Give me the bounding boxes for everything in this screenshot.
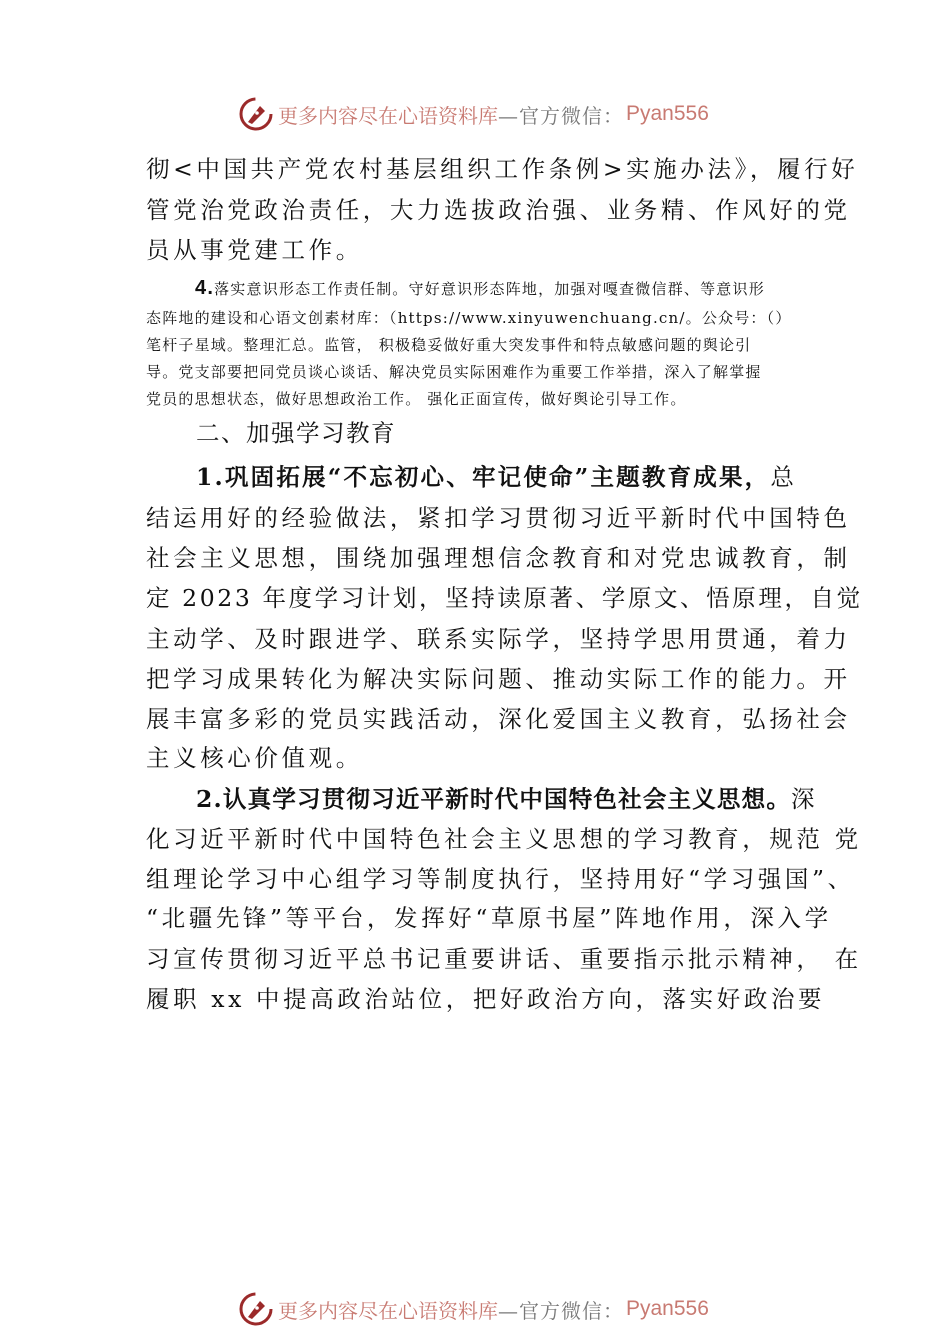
wechat-id: Pyan556	[626, 1297, 709, 1320]
paragraph-line: 定 2023 年度学习计划，坚持读原著、学原文、悟原理，自觉	[146, 584, 863, 612]
item4-line: 4.落实意识形态工作责任制。守好意识形态阵地，加强对嘎查微信群、等意识形	[195, 277, 765, 299]
paragraph-line: 化习近平新时代中国特色社会主义思想的学习教育，规范 党	[146, 825, 862, 853]
brand-text: 更多内容尽在心语资料库	[278, 103, 498, 128]
item4-line: 态阵地的建设和心语文创素材库：（https://www.xinyuwenchuang.cn/。公众号：（）	[146, 309, 792, 327]
paragraph-line: 主动学、及时跟进学、联系实际学，坚持学思用贯通，着力	[146, 625, 851, 653]
item4-line: 导。党支部要把同党员谈心谈话、解决党员实际困难作为重要工作举措，深入了解掌握	[146, 363, 762, 381]
paragraph-line: 组理论学习中心组学习等制度执行，坚持用好“学习强国”、	[146, 865, 855, 893]
wechat-label: —官方微信：	[498, 103, 624, 128]
brand-text: 更多内容尽在心语资料库	[278, 1298, 498, 1323]
paragraph-line: 主义核心价值观。	[146, 744, 363, 772]
paragraph-line: 结运用好的经验做法，紧扣学习贯彻习近平新时代中国特色	[146, 504, 851, 532]
paragraph-line: 把学习成果转化为解决实际问题、推动实际工作的能力。开	[146, 665, 851, 693]
paragraph-line: 展丰富多彩的党员实践活动，深化爱国主义教育，弘扬社会	[146, 705, 851, 733]
paragraph-line: 管党治党政治责任，大力选拔政治强、业务精、作风好的党	[146, 196, 851, 224]
paragraph-line: 履职 xx 中提高政治站位，把好政治方向，落实好政治要	[146, 985, 826, 1013]
item2-title-line: 2.认真学习贯彻习近平新时代中国特色社会主义思想。深	[196, 785, 816, 813]
item1-title-line: 1.巩固拓展“不忘初心、牢记使命”主题教育成果，总	[196, 463, 797, 491]
item2-title: 2.认真学习贯彻习近平新时代中国特色社会主义思想。	[196, 785, 792, 813]
paragraph-line: 习宣传贯彻习近平总书记重要讲话、重要指示批示精神， 在	[146, 945, 862, 973]
paragraph-line: 彻<中国共产党农村基层组织工作条例>实施办法》，履行好	[146, 155, 859, 183]
paragraph-line: 员从事党建工作。	[146, 236, 363, 264]
footer-banner	[238, 1289, 709, 1329]
section-heading: 二、加强学习教育	[196, 419, 396, 447]
wechat-label: —官方微信：	[498, 1298, 624, 1323]
item1-title: 1.巩固拓展“不忘初心、牢记使命”主题教育成果，	[196, 463, 771, 491]
item4-line: 党员的思想状态，做好思想政治工作。 强化正面宣传，做好舆论引导工作。	[146, 390, 687, 408]
wechat-id: Pyan556	[626, 102, 709, 125]
pen-nib-logo-icon	[238, 96, 274, 132]
header-banner	[238, 94, 709, 134]
item4-line: 笔杆子星域。整理汇总。监管， 积极稳妥做好重大突发事件和特点敏感问题的舆论引	[146, 336, 752, 354]
pen-nib-logo-icon	[238, 1291, 274, 1327]
paragraph-line: 社会主义思想，围绕加强理想信念教育和对党忠诚教育，制	[146, 544, 851, 572]
item4-number: 4.	[195, 277, 215, 299]
paragraph-line: “北疆先锋”等平台，发挥好“草原书屋”阵地作用，深入学	[146, 904, 832, 932]
